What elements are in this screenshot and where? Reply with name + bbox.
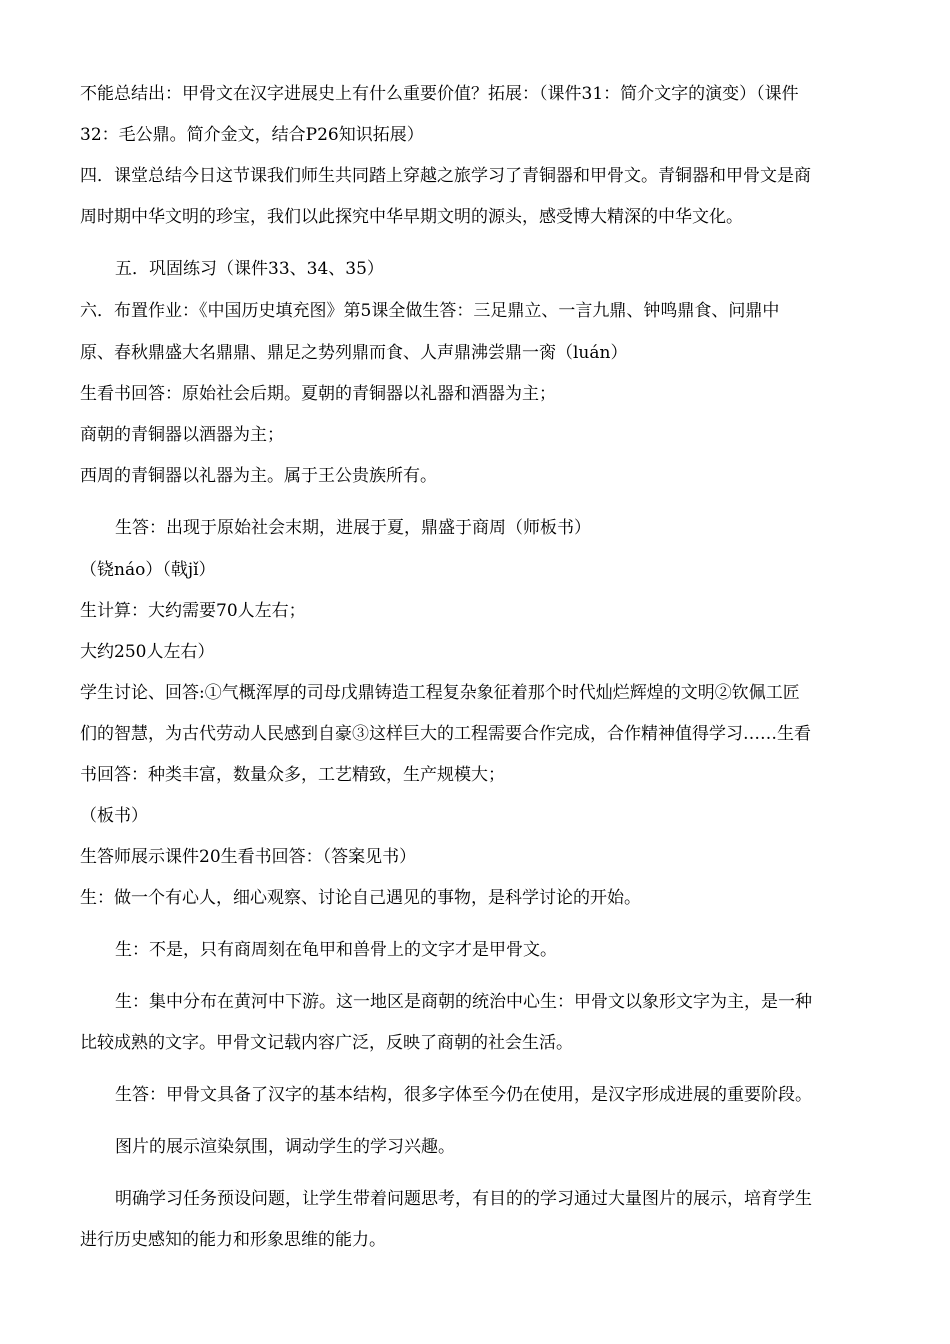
text-line: 学生讨论、回答:①气概浑厚的司母戊鼎铸造工程复杂象征着那个时代灿烂辉煌的文明②钦佩工匠 — [80, 683, 800, 703]
text-line: 周时期中华文明的珍宝，我们以此探究中华早期文明的源头，感受博大精深的中华文化。 — [80, 207, 743, 227]
text-line: 生：不是，只有商周刻在龟甲和兽骨上的文字才是甲骨文。 — [115, 940, 557, 960]
text-line: 明确学习任务预设问题，让学生带着问题思考，有目的的学习通过大量图片的展示，培育学生 — [115, 1189, 812, 1209]
text-line: 生答师展示课件20生看书回答：（答案见书） — [80, 847, 417, 867]
text-line: 六．布置作业：《中国历史填充图》第5课全做生答：三足鼎立、一言九鼎、钟鸣鼎食、问鼎中 — [80, 301, 780, 321]
text-line: 大约250人左右） — [80, 642, 215, 662]
text-line: 生答：出现于原始社会末期，进展于夏，鼎盛于商周（师板书） — [115, 518, 591, 538]
text-line: 比较成熟的文字。甲骨文记载内容广泛，反映了商朝的社会生活。 — [80, 1033, 573, 1053]
text-line: 四．课堂总结今日这节课我们师生共同踏上穿越之旅学习了青铜器和甲骨文。青铜器和甲骨文是商 — [80, 166, 811, 186]
text-line: 生：集中分布在黄河中下游。这一地区是商朝的统治中心生：甲骨文以象形文字为主，是一种 — [115, 992, 812, 1012]
text-line: 五．巩固练习（课件33、34、35） — [115, 259, 384, 279]
text-line: 不能总结出：甲骨文在汉字进展史上有什么重要价值？拓展：（课件31：简介文字的演变）（课件 — [80, 84, 799, 104]
text-line: 书回答：种类丰富，数量众多，工艺精致，生产规模大； — [80, 765, 505, 785]
text-line: 生答：甲骨文具备了汉字的基本结构，很多字体至今仍在使用，是汉字形成进展的重要阶段。 — [115, 1085, 812, 1105]
text-line: 生：做一个有心人，细心观察、讨论自己遇见的事物，是科学讨论的开始。 — [80, 888, 641, 908]
text-line: 生计算：大约需要70人左右； — [80, 601, 306, 621]
text-line: （铙náo）（戟jǐ） — [80, 560, 216, 580]
text-line: （板书） — [80, 806, 148, 826]
text-line: 生看书回答：原始社会后期。夏朝的青铜器以礼器和酒器为主； — [80, 384, 556, 404]
text-line: 图片的展示渲染氛围，调动学生的学习兴趣。 — [115, 1137, 455, 1157]
text-line: 们的智慧，为古代劳动人民感到自豪③这样巨大的工程需要合作完成，合作精神值得学习……生看 — [80, 724, 811, 744]
text-line: 西周的青铜器以礼器为主。属于王公贵族所有。 — [80, 466, 437, 486]
text-line: 32：毛公鼎。简介金文，结合P26知识拓展） — [80, 125, 424, 145]
text-line: 商朝的青铜器以酒器为主； — [80, 425, 284, 445]
text-line: 进行历史感知的能力和形象思维的能力。 — [80, 1230, 386, 1250]
text-line: 原、春秋鼎盛大名鼎鼎、鼎足之势列鼎而食、人声鼎沸尝鼎一脔（luán） — [80, 343, 628, 363]
